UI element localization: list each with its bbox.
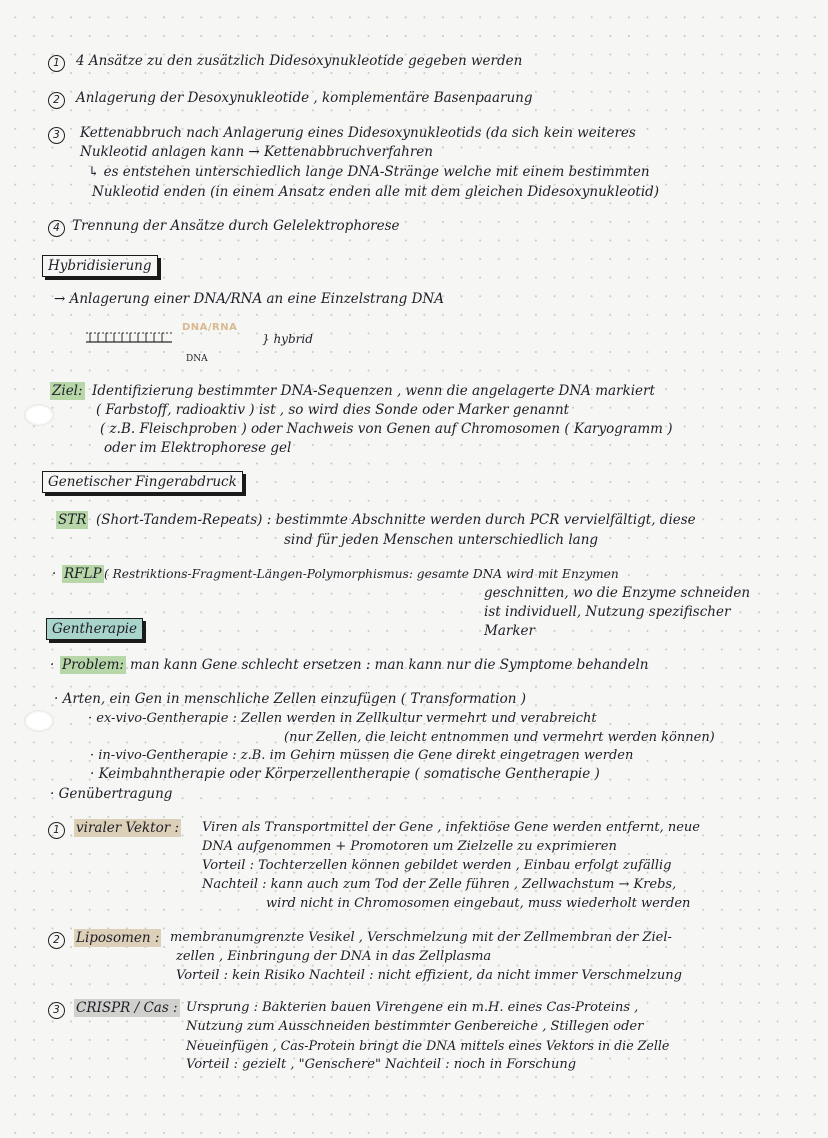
str-continuation: sind für jeden Menschen unterschiedlich lang	[284, 532, 599, 548]
hybrid-brace-label: } hybrid	[262, 332, 313, 346]
method-1-line-2: DNA aufgenommen + Promotoren um Zielzelle zu exprimieren	[202, 839, 617, 854]
step-4-text: Trennung der Ansätze durch Gelelektrophorese	[72, 218, 400, 234]
problem-bullet: ·	[50, 657, 55, 673]
method-3-line-3: Neueinfügen , Cas-Protein bringt die DNA mittels eines Vektors in die Zelle	[186, 1038, 670, 1053]
method-1-line-4: Nachteil : kann auch zum Tod der Zelle führen , Zellwachstum → Krebs,	[202, 877, 677, 892]
keimbahn-line: · Keimbahntherapie oder Körperzellentherapie ( somatische Gentherapie )	[90, 766, 600, 782]
method-1-label: viraler Vektor :	[76, 820, 180, 836]
method-2-line-2: zellen , Einbringung der DNA in das Zellplasma	[176, 949, 492, 964]
exvivo-line: · ex-vivo-Gentherapie : Zellen werden in Zellkultur vermehrt und verabreicht	[88, 711, 597, 726]
step-3-line-1: Kettenabbruch nach Anlagerung eines Didesoxynukleotids (da sich kein weiteres	[80, 125, 636, 141]
rflp-continuation-3: Marker	[484, 623, 535, 639]
step-3-line-3: ↳ es entstehen unterschiedlich lange DNA-Stränge welche mit einem bestimmten	[88, 164, 650, 180]
exvivo-note: (nur Zellen, die leicht entnommen und vermehrt werden können)	[284, 730, 715, 745]
ziel-label: Ziel:	[52, 383, 83, 399]
rflp-bullet: ·	[52, 566, 57, 582]
method-3-line-2: Nutzung zum Ausschneiden bestimmter Genbereiche , Stillegen oder	[186, 1019, 644, 1034]
hybrid-dna-label: DNA	[186, 354, 208, 364]
method-number-3: 3	[48, 1002, 65, 1019]
step-number-4: 4	[48, 220, 65, 237]
arten-line: · Arten, ein Gen in menschliche Zellen einzufügen ( Transformation )	[54, 691, 527, 707]
genuebertragung-line: · Genübertragung	[50, 786, 173, 802]
method-2-line-1: membranumgrenzte Vesikel , Verschmelzung mit der Zellmembran der Ziel-	[170, 930, 672, 945]
method-3-line-1: Ursprung : Bakterien bauen Virengene ein m.H. eines Cas-Proteins ,	[186, 1000, 639, 1015]
header-gentherapie: Gentherapie	[46, 618, 143, 640]
hybrid-definition: → Anlagerung einer DNA/RNA an eine Einzelstrang DNA	[54, 291, 444, 307]
step-1-text: 4 Ansätze zu den zusätzlich Didesoxynukleotide gegeben werden	[76, 53, 523, 69]
ziel-line-2: ( Farbstoff, radioaktiv ) ist , so wird dies Sonde oder Marker genannt	[96, 402, 570, 418]
invivo-line: · in-vivo-Gentherapie : z.B. im Gehirn müssen die Gene direkt eingetragen werden	[90, 748, 634, 763]
method-1-line-5: wird nicht in Chromosomen eingebaut, muss wiederholt werden	[266, 896, 691, 911]
step-number-3: 3	[48, 127, 65, 144]
ziel-line-4: oder im Elektrophorese gel	[104, 440, 292, 456]
method-1-line-3: Vorteil : Tochterzellen können gebildet werden , Einbau erfolgt zufällig	[202, 858, 672, 873]
rflp-text: ( Restriktions-Fragment-Längen-Polymorphismus: gesamte DNA wird mit Enzymen	[104, 567, 619, 581]
method-2-label: Liposomen :	[76, 930, 160, 946]
punch-hole-bottom	[24, 710, 54, 732]
step-2-text: Anlagerung der Desoxynukleotide , komplementäre Basenpaarung	[76, 90, 533, 106]
method-3-line-4: Vorteil : gezielt , "Genschere" Nachteil : noch in Forschung	[186, 1057, 577, 1072]
rflp-continuation-1: geschnitten, wo die Enzyme schneiden	[484, 585, 751, 601]
step-number-1: 1	[48, 55, 65, 72]
step-3-line-4: Nukleotid enden (in einem Ansatz enden alle mit dem gleichen Didesoxynukleotid)	[92, 184, 660, 200]
str-text: (Short-Tandem-Repeats) : bestimmte Abschnitte werden durch PCR vervielfältigt, diese	[96, 512, 696, 528]
problem-label: Problem:	[62, 657, 124, 673]
method-2-line-3: Vorteil : kein Risiko Nachteil : nicht effizient, da nicht immer Verschmelzung	[176, 968, 682, 983]
ziel-line-3: ( z.B. Fleischproben ) oder Nachweis von Genen auf Chromosomen ( Karyogramm )	[100, 421, 673, 437]
method-number-2: 2	[48, 932, 65, 949]
method-3-label: CRISPR / Cas :	[76, 1000, 178, 1016]
rflp-continuation-2: ist individuell, Nutzung spezifischer	[484, 604, 731, 620]
header-hybridisierung: Hybridisierung	[42, 255, 158, 277]
str-label: STR	[58, 512, 87, 528]
method-1-line-1: Viren als Transportmittel der Gene , infektiöse Gene werden entfernt, neue	[202, 820, 700, 835]
step-number-2: 2	[48, 92, 65, 109]
header-fingerabdruck: Genetischer Fingerabdruck	[42, 471, 243, 493]
hybrid-diagram	[86, 326, 176, 352]
base-pair-ticks	[90, 333, 162, 342]
problem-text: man kann Gene schlecht ersetzen : man kann nur die Symptome behandeln	[130, 657, 649, 673]
method-number-1: 1	[48, 822, 65, 839]
punch-hole-top	[24, 404, 54, 426]
ziel-line-1: Identifizierung bestimmter DNA-Sequenzen , wenn die angelagerte DNA markiert	[92, 383, 655, 399]
hybrid-overlay-label: DNA/RNA	[182, 322, 238, 333]
step-3-line-2: Nukleotid anlagen kann → Kettenabbruchverfahren	[80, 144, 433, 160]
rflp-label: RFLP	[64, 566, 102, 582]
